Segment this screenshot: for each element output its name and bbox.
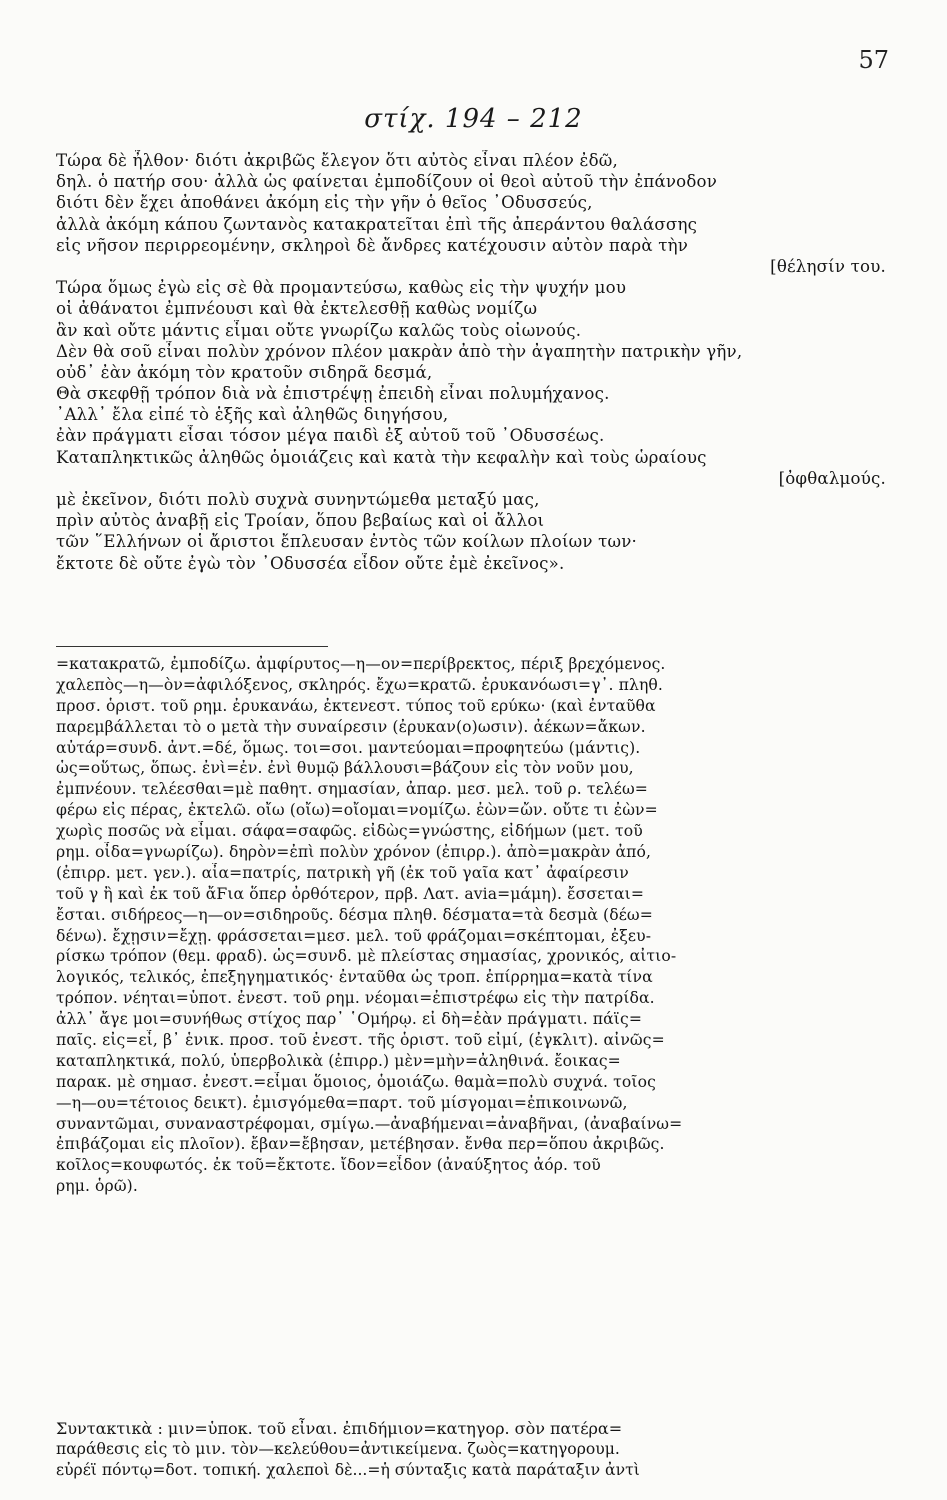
translation-line: Θὰ σκεφθῇ τρόπον διὰ νὰ ἐπιστρέψῃ ἐπειδὴ εἶναι πολυμήχανος.: [56, 384, 610, 404]
syntax-notes: [56, 1418, 886, 1481]
translation-line: [θέλησίν του.: [770, 256, 886, 276]
note-line: ρίσκω τρόπον (θεμ. φραδ). ὡς=συνδ. μὲ πλείστας σημασίας, χρονικός, αἰτιο-: [56, 947, 677, 966]
note-line: χωρὶς ποσῶς νὰ εἶμαι. σάφα=σαφῶς. εἰδὼς=γνώστης, εἰδήμων (μετ. τοῦ: [56, 822, 643, 841]
syntax-line: Συντακτικὰ : μιν=ὑποκ. τοῦ εἶναι. ἐπιδήμιον=κατηγορ. σὸν πατέρα=: [56, 1419, 623, 1438]
translation-line: πρὶν αὐτὸς ἀναβῇ εἰς Τροίαν, ὅπου βεβαίως καὶ οἱ ἄλλοι: [56, 511, 545, 531]
translation-line: εἰς νῆσον περιρρεομένην, σκληροὶ δὲ ἄνδρες κατέχουσιν αὐτὸν παρὰ τὴν: [56, 235, 689, 255]
note-line: παῖς. εἰς=εἶ, β᾿ ἑνικ. προσ. τοῦ ἐνεστ. τῆς ὁριστ. τοῦ εἰμί, (ἐγκλιτ). αἰνῶς=: [56, 1031, 665, 1050]
translation-line: διότι δὲν ἔχει ἀποθάνει ἀκόμη εἰς τὴν γῆν ὁ θεῖος ᾿Οδυσσεύς,: [56, 193, 593, 213]
note-line: τοῦ γ ἢ καὶ ἐκ τοῦ ἄϜια ὅπερ ὀρθότερον, πρβ. Λατ. avia=μάμη). ἔσσεται=: [56, 884, 645, 903]
note-line: ἐπιβάζομαι εἰς πλοῖον). ἔβαν=ἔβησαν, μετέβησαν. ἔνθα περ=ὅπου ἀκριβῶς.: [56, 1135, 665, 1154]
note-line: ὡς=οὕτως, ὅπως. ἐνὶ=ἐν. ἐνὶ θυμῷ βάλλουσι=βάζουν εἰς τὸν νοῦν μου,: [56, 759, 634, 778]
note-line: προσ. ὁριστ. τοῦ ρημ. ἐρυκανάω, ἐκτενεστ. τύπος τοῦ ερύκω· (καὶ ἐνταῦθα: [56, 696, 656, 715]
note-line: παρεμβάλλεται τὸ ο μετὰ τὴν συναίρεσιν (ἐρυκαν(ο)ωσιν). ἀέκων=ἄκων.: [56, 717, 646, 736]
translation-line: οἱ ἀθάνατοι ἐμπνέουσι καὶ θὰ ἐκτελεσθῇ καθὼς νομίζω: [56, 299, 538, 319]
vocabulary-notes: [56, 654, 886, 1197]
translation-line: ᾿Αλλ᾿ ἔλα εἰπέ τὸ ἑξῆς καὶ ἀληθῶς διηγήσου,: [56, 405, 449, 425]
translation-line: ἔκτοτε δὲ οὔτε ἐγὼ τὸν ᾿Οδυσσέα εἶδον οὔτε ἐμὲ ἐκεῖνος».: [56, 553, 565, 573]
translation-line: δηλ. ὁ πατήρ σου· ἀλλὰ ὡς φαίνεται ἐμποδίζουν οἱ θεοὶ αὐτοῦ τὴν ἐπάνοδον: [56, 172, 717, 192]
note-line: χαλεπὸς—η—ὸν=ἀφιλόξενος, σκληρός. ἔχω=κρατῶ. ἐρυκανόωσι=γ᾿. πληθ.: [56, 675, 663, 694]
translation-line: [ὀφθαλμούς.: [778, 468, 886, 488]
syntax-line: εὐρέϊ πόντῳ=δοτ. τοπική. χαλεποὶ δὲ...=ἡ σύνταξις κατὰ παράταξιν ἀντὶ: [56, 1461, 640, 1479]
translation-line: ἀλλὰ ἀκόμη κάπου ζωντανὸς κατακρατεῖται ἐπὶ τῆς ἀπεράντου θαλάσσης: [56, 214, 698, 234]
translation-line: οὐδ᾿ ἐὰν ἀκόμη τὸν κρατοῦν σιδηρᾶ δεσμά,: [56, 362, 433, 382]
note-line: κοῖλος=κουφωτός. ἐκ τοῦ=ἔκτοτε. ἴδον=εἶδον (ἀναύξητος ἀόρ. τοῦ: [56, 1156, 601, 1175]
note-line: ρημ. ὁρῶ).: [56, 1177, 138, 1196]
note-line: =κατακρατῶ, ἐμποδίζω. ἀμφίρυτος—η—ον=περίβρεκτος, πέριξ βρεχόμενος.: [56, 655, 666, 673]
translation-line: Τώρα ὅμως ἐγὼ εἰς σὲ θὰ προμαντεύσω, καθὼς εἰς τὴν ψυχήν μου: [56, 278, 627, 298]
translation-text: [56, 150, 886, 574]
note-line: ἔσται. σιδήρεος—η—ον=σιδηροῦς. δέσμα πληθ. δέσματα=τὰ δεσμὰ (δέω=: [56, 905, 653, 924]
note-line: δένω). ἔχῃσιν=ἔχῃ. φράσσεται=μεσ. μελ. τοῦ φράζομαι=σκέπτομαι, ἐξευ-: [56, 926, 652, 945]
verse-range-heading: στίχ. 194 – 212: [364, 104, 583, 134]
note-line: (ἐπιρρ. μετ. γεν.). αἶα=πατρίς, πατρικὴ γῆ (ἐκ τοῦ γαῖα κατ᾿ ἀφαίρεσιν: [56, 863, 629, 882]
footnote-divider: [56, 646, 328, 647]
note-line: συναντῶμαι, συναναστρέφομαι, σμίγω.—ἀναβήμεναι=ἀναβῆναι, (ἀναβαίνω=: [56, 1114, 683, 1133]
note-line: παρακ. μὲ σημασ. ἐνεστ.=εἶμαι ὅμοιος, ὁμοιάζω. θαμὰ=πολὺ συχνά. τοῖος: [56, 1072, 656, 1091]
note-line: αὐτάρ=συνδ. ἀντ.=δέ, ὅμως. τοι=σοι. μαντεύομαι=προφητεύω (μάντις).: [56, 738, 641, 757]
translation-line: ἂν καὶ οὔτε μάντις εἶμαι οὔτε γνωρίζω καλῶς τοὺς οἰωνούς.: [56, 320, 582, 340]
note-line: τρόπον. νέηται=ὑποτ. ἐνεστ. τοῦ ρημ. νέομαι=ἐπιστρέφω εἰς τὴν πατρίδα.: [56, 989, 655, 1008]
note-line: λογικός, τελικός, ἐπεξηγηματικός· ἐνταῦθα ὡς τροπ. ἐπίρρημα=κατὰ τίνα: [56, 968, 653, 987]
translation-line: Τώρα δὲ ἦλθον· διότι ἀκριβῶς ἔλεγον ὅτι αὐτὸς εἶναι πλέον ἐδῶ,: [56, 151, 618, 170]
note-line: ἐμπνέουν. τελέεσθαι=μὲ παθητ. σημασίαν, ἀπαρ. μεσ. μελ. τοῦ ρ. τελέω=: [56, 780, 648, 799]
note-line: —η—ου=τέτοιος δεικτ). ἐμισγόμεθα=παρτ. τοῦ μίσγομαι=ἐπικοινωνῶ,: [56, 1093, 628, 1112]
syntax-line: παράθεσις εἰς τὸ μιν. τὸν—κελεύθου=ἀντικείμενα. ζωὸς=κατηγορουμ.: [56, 1440, 620, 1458]
translation-line: μὲ ἐκεῖνον, διότι πολὺ συχνὰ συνηντώμεθα μεταξύ μας,: [56, 490, 540, 509]
note-line: ρημ. οἶδα=γνωρίζω). δηρὸν=ἐπὶ πολὺν χρόνον (ἐπιρρ.). ἀπὸ=μακρὰν ἀπό,: [56, 843, 652, 862]
translation-line: Δὲν θὰ σοῦ εἶναι πολὺν χρόνον πλέον μακρὰν ἀπὸ τὴν ἀγαπητὴν πατρικὴν γῆν,: [56, 341, 743, 361]
note-line: φέρω εἰς πέρας, ἐκτελῶ. οἴω (οἴω)=οἴομαι=νομίζω. ἐὼν=ὤν. οὔτε τι ἐὼν=: [56, 801, 658, 820]
translation-line: τῶν ῞Ελλήνων οἱ ἄριστοι ἔπλευσαν ἐντὸς τῶν κοίλων πλοίων των·: [56, 532, 638, 552]
translation-line: Καταπληκτικῶς ἀληθῶς ὁμοιάζεις καὶ κατὰ τὴν κεφαλὴν καὶ τοὺς ὡραίους: [56, 447, 707, 467]
note-line: ἀλλ᾿ ἄγε μοι=συνήθως στίχος παρ᾿ ῾Ομήρῳ. εἰ δὴ=ἐὰν πράγματι. πάϊς=: [56, 1010, 643, 1029]
note-line: καταπληκτικά, πολύ, ὑπερβολικὰ (ἐπιρρ.) μὲν=μὴν=ἀληθινά. ἔοικας=: [56, 1051, 621, 1070]
translation-line: ἐὰν πράγματι εἶσαι τόσον μέγα παιδὶ ἐξ αὐτοῦ τοῦ ᾿Οδυσσέως.: [56, 426, 605, 446]
page-number: 57: [858, 46, 889, 74]
